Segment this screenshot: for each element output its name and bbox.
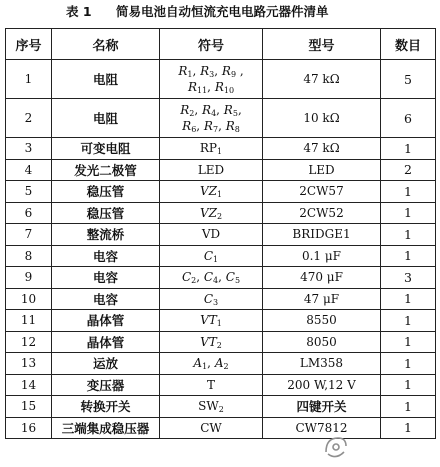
- table-row: [6, 99, 436, 138]
- cell-symbol: [160, 224, 263, 246]
- symbol-separator: ,: [214, 64, 222, 78]
- cell-quantity: 1: [381, 331, 436, 353]
- cell-quantity: 1: [381, 353, 436, 375]
- cell-index: 15: [6, 396, 52, 418]
- cell-index: 14: [6, 374, 52, 396]
- symbol-letter: VZ: [199, 184, 217, 199]
- cell-name: 三端集成稳压器: [52, 417, 160, 439]
- cell-symbol: [160, 159, 263, 181]
- symbol-line: [160, 377, 262, 393]
- cell-index: 9: [6, 267, 52, 289]
- table-row: [6, 202, 436, 224]
- symbol-letter: R: [180, 103, 190, 117]
- symbol-subscript: 1: [187, 70, 193, 79]
- symbol-letter: R: [187, 80, 197, 94]
- table-row: [6, 224, 436, 246]
- cell-name: 电阻: [52, 99, 160, 138]
- cell-quantity: 2: [381, 159, 436, 181]
- cell-index: 4: [6, 159, 52, 181]
- symbol-subscript: 8: [234, 125, 240, 134]
- symbol-letter: A: [193, 356, 203, 371]
- header-name: 名称: [52, 29, 160, 60]
- table-row: [6, 267, 436, 289]
- cell-name: 晶体管: [52, 310, 160, 332]
- component-table: [5, 28, 436, 439]
- symbol-subscript: 2: [223, 362, 229, 372]
- cell-model: CW7812: [263, 417, 381, 439]
- symbol-letter: R: [178, 64, 188, 78]
- symbol-separator: ,: [207, 80, 215, 94]
- cell-index: 5: [6, 181, 52, 203]
- symbol-subscript: 1: [216, 190, 223, 200]
- symbol-line: [160, 118, 262, 134]
- cell-model: 47 kΩ: [263, 138, 381, 160]
- cell-name: 变压器: [52, 374, 160, 396]
- cell-model: 8050: [263, 331, 381, 353]
- cell-quantity: 3: [381, 267, 436, 289]
- cell-quantity: 1: [381, 417, 436, 439]
- symbol-subscript: 2: [216, 340, 222, 350]
- table-row: [6, 417, 436, 439]
- cell-model: 47 μF: [263, 288, 381, 310]
- symbol-subscript: 2: [216, 211, 223, 221]
- symbol-subscript: 11: [196, 86, 208, 95]
- cell-symbol: [160, 202, 263, 224]
- symbol-subscript: 2: [218, 405, 224, 415]
- cell-quantity: 1: [381, 310, 436, 332]
- cell-name: 晶体管: [52, 331, 160, 353]
- symbol-separator: ,: [207, 356, 215, 371]
- symbol-separator: ,: [218, 119, 226, 133]
- cell-name: 电容: [52, 267, 160, 289]
- cell-name: 可变电阻: [52, 138, 160, 160]
- table-row: [6, 245, 436, 267]
- symbol-line: [160, 205, 262, 221]
- symbol-subscript: 1: [213, 254, 219, 264]
- symbol-line: [160, 79, 262, 95]
- cell-model: 10 kΩ: [263, 99, 381, 138]
- cell-model: 200 W,12 V: [263, 374, 381, 396]
- cell-symbol: [160, 60, 263, 99]
- cell-symbol: [160, 331, 263, 353]
- cell-index: 7: [6, 224, 52, 246]
- cell-model: 2CW57: [263, 181, 381, 203]
- symbol-subscript: 1: [202, 362, 208, 372]
- cell-quantity: 1: [381, 138, 436, 160]
- symbol-letter: R: [202, 103, 212, 117]
- symbol-letter: R: [214, 80, 224, 94]
- header-model: 型号: [263, 29, 381, 60]
- symbol-letter: LED: [197, 162, 225, 177]
- header-quantity: 数目: [381, 29, 436, 60]
- cell-quantity: 5: [381, 60, 436, 99]
- cell-model: BRIDGE1: [263, 224, 381, 246]
- cell-model: 8550: [263, 310, 381, 332]
- cell-model: 0.1 μF: [263, 245, 381, 267]
- symbol-separator: ,: [192, 64, 201, 78]
- table-row: [6, 331, 436, 353]
- cell-model: LED: [263, 159, 381, 181]
- symbol-letter: R: [223, 103, 233, 117]
- symbol-letter: T: [206, 377, 215, 392]
- cell-model: 2CW52: [263, 202, 381, 224]
- symbol-letter: C: [225, 270, 235, 285]
- cell-name: 转换开关: [52, 396, 160, 418]
- cell-symbol: [160, 310, 263, 332]
- cell-symbol: [160, 267, 263, 289]
- symbol-letter: CW: [200, 420, 222, 435]
- symbol-separator: ,: [196, 119, 204, 133]
- symbol-letter: SW: [198, 399, 219, 414]
- symbol-line: [160, 226, 262, 242]
- header-row: [6, 29, 436, 60]
- cell-quantity: 1: [381, 181, 436, 203]
- symbol-line: [160, 420, 262, 436]
- cell-quantity: 1: [381, 202, 436, 224]
- symbol-letter: R: [200, 64, 210, 78]
- cell-quantity: 1: [381, 224, 436, 246]
- cell-index: 13: [6, 353, 52, 375]
- symbol-separator: ,: [218, 270, 226, 285]
- cell-name: 稳压管: [52, 181, 160, 203]
- symbol-line: [160, 398, 262, 414]
- symbol-line: [160, 334, 262, 350]
- cell-symbol: [160, 138, 263, 160]
- cell-model: 470 μF: [263, 267, 381, 289]
- symbol-subscript: 1: [216, 319, 222, 329]
- symbol-letter: R: [221, 64, 231, 78]
- cell-index: 2: [6, 99, 52, 138]
- table-row: [6, 60, 436, 99]
- table-row: [6, 310, 436, 332]
- symbol-line: [160, 140, 262, 156]
- symbol-letter: C: [203, 248, 214, 263]
- symbol-subscript: 7: [212, 125, 219, 134]
- cell-index: 1: [6, 60, 52, 99]
- symbol-subscript: 2: [191, 276, 197, 286]
- cell-model: 47 kΩ: [263, 60, 381, 99]
- symbol-line: [160, 312, 262, 328]
- cell-symbol: [160, 417, 263, 439]
- cell-symbol: [160, 374, 263, 396]
- table-row: [6, 288, 436, 310]
- cell-index: 6: [6, 202, 52, 224]
- cell-index: 3: [6, 138, 52, 160]
- symbol-line: [160, 269, 262, 285]
- cell-name: 运放: [52, 353, 160, 375]
- cell-name: 发光二极管: [52, 159, 160, 181]
- cell-name: 电容: [52, 288, 160, 310]
- symbol-line: [160, 248, 262, 264]
- symbol-subscript: 10: [223, 86, 235, 95]
- cell-symbol: [160, 99, 263, 138]
- symbol-subscript: 9: [230, 70, 237, 79]
- table-row: [6, 181, 436, 203]
- cell-index: 16: [6, 417, 52, 439]
- symbol-letter: VT: [200, 334, 217, 349]
- symbol-letter: VZ: [199, 205, 217, 220]
- symbol-letter: R: [182, 119, 192, 133]
- symbol-subscript: 3: [213, 297, 219, 307]
- cell-index: 8: [6, 245, 52, 267]
- symbol-subscript: 4: [213, 276, 219, 286]
- cell-name: 电容: [52, 245, 160, 267]
- table-title: 简易电池自动恒流充电电路元器件清单: [116, 4, 329, 19]
- cell-quantity: 1: [381, 288, 436, 310]
- cell-name: 整流桥: [52, 224, 160, 246]
- symbol-letter: RP: [199, 141, 217, 156]
- symbol-line: [160, 183, 262, 199]
- symbol-letter: VT: [200, 313, 217, 328]
- cell-symbol: [160, 245, 263, 267]
- cell-symbol: [160, 396, 263, 418]
- cell-name: 电阻: [52, 60, 160, 99]
- symbol-letter: C: [181, 270, 192, 285]
- symbol-letter: C: [203, 291, 214, 306]
- symbol-subscript: 6: [191, 125, 197, 134]
- cell-quantity: 1: [381, 396, 436, 418]
- symbol-subscript: 5: [232, 109, 238, 118]
- cell-index: 10: [6, 288, 52, 310]
- cell-quantity: 1: [381, 245, 436, 267]
- symbol-line: [160, 162, 262, 178]
- table-row: [6, 138, 436, 160]
- symbol-line: [160, 102, 262, 118]
- symbol-separator: ,: [236, 64, 244, 78]
- table-row: [6, 396, 436, 418]
- symbol-letter: R: [203, 119, 213, 133]
- symbol-letter: VD: [201, 227, 221, 242]
- symbol-line: [160, 291, 262, 307]
- symbol-separator: ,: [194, 103, 203, 117]
- symbol-subscript: 1: [217, 147, 223, 157]
- cell-symbol: [160, 353, 263, 375]
- table-caption: [0, 2, 440, 22]
- symbol-line: [160, 63, 262, 79]
- symbol-letter: A: [214, 356, 224, 371]
- cell-symbol: [160, 181, 263, 203]
- symbol-separator: ,: [216, 103, 224, 117]
- symbol-letter: C: [203, 270, 214, 285]
- symbol-subscript: 4: [211, 109, 217, 118]
- table-body: [6, 60, 436, 439]
- symbol-subscript: 5: [234, 276, 241, 286]
- cell-index: 11: [6, 310, 52, 332]
- symbol-letter: R: [225, 119, 235, 133]
- symbol-separator: ,: [237, 103, 242, 117]
- cell-name: 稳压管: [52, 202, 160, 224]
- cell-symbol: [160, 288, 263, 310]
- cell-model: 四键开关: [263, 396, 381, 418]
- symbol-subscript: 2: [189, 109, 195, 118]
- cell-index: 12: [6, 331, 52, 353]
- table-number: 表 1: [66, 4, 92, 19]
- cell-quantity: 6: [381, 99, 436, 138]
- symbol-line: [160, 355, 262, 371]
- table-row: [6, 374, 436, 396]
- table-row: [6, 159, 436, 181]
- symbol-separator: ,: [196, 270, 204, 285]
- cell-model: LM358: [263, 353, 381, 375]
- symbol-subscript: 3: [209, 70, 215, 79]
- cell-quantity: 1: [381, 374, 436, 396]
- header-symbol: 符号: [160, 29, 263, 60]
- header-index: 序号: [6, 29, 52, 60]
- table-row: [6, 353, 436, 375]
